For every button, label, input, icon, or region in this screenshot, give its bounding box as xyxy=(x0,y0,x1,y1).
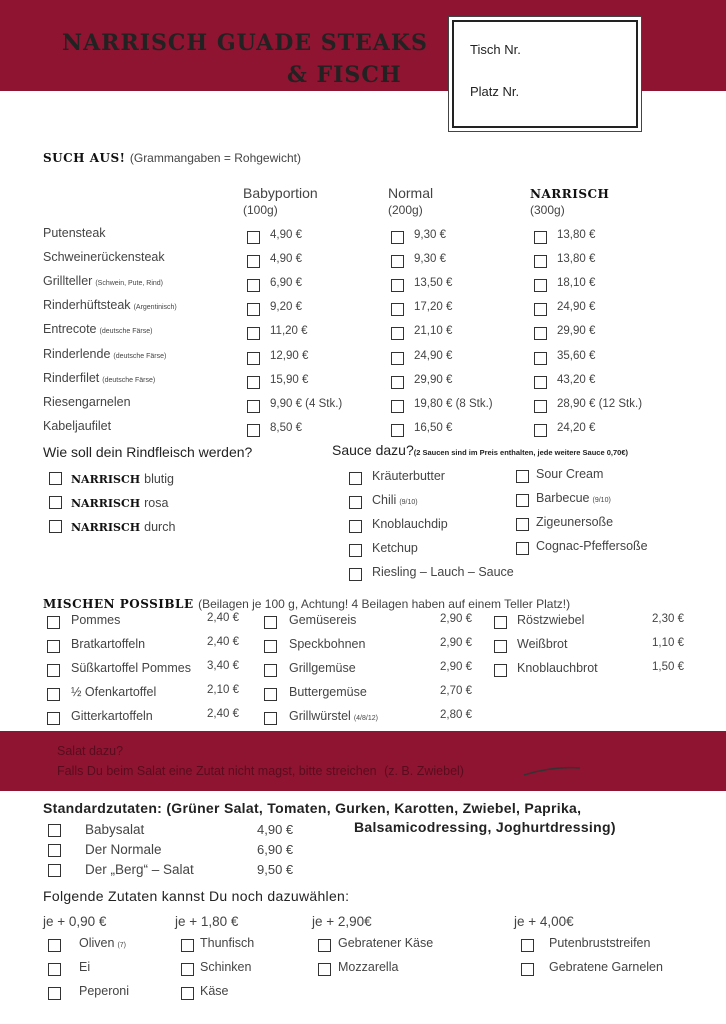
side-checkbox-a3[interactable] xyxy=(47,688,60,701)
sauce-a-1-tag: (9/10) xyxy=(399,499,418,506)
steak-price-8-1: 16,50 € xyxy=(414,421,453,434)
col-weight-narrisch: (300g) xyxy=(530,203,565,217)
steak-checkbox-0-0[interactable] xyxy=(247,231,260,244)
side-a-price-1: 2,40 € xyxy=(207,636,239,648)
side-b-4-tag: (4/8/12) xyxy=(353,715,378,722)
steak-item-5 xyxy=(43,347,166,361)
steak-item-8-text: Kabeljaufilet xyxy=(43,418,112,433)
steak-price-4-2: 29,90 € xyxy=(557,325,596,338)
extra-item-0-1 xyxy=(79,960,90,974)
extra-checkbox-0-0[interactable] xyxy=(48,939,61,952)
steak-item-3-text: Rinderhüftsteak xyxy=(43,298,131,313)
side-b-1-text: Speckbohnen xyxy=(289,637,366,651)
standard-line-1: Standardzutaten: (Grüner Salat, Tomaten, Gurken, Karotten, Zwiebel, Paprika, xyxy=(43,800,582,816)
salat-instruction-text: Falls Du beim Salat eine Zutat nicht magst, bitte streichen xyxy=(57,764,377,778)
steak-item-2-text: Grillteller xyxy=(43,274,93,289)
side-c-price-1: 1,10 € xyxy=(652,637,684,649)
side-b-2-text: Grillgemüse xyxy=(289,661,356,675)
extra-item-0-2-text: Peperoni xyxy=(79,984,130,998)
side-c-price-2: 1,50 € xyxy=(652,661,684,673)
steak-item-4 xyxy=(43,322,152,336)
sauce-b-1-text: Barbecue xyxy=(536,491,590,505)
extra-item-2-1-text: Mozzarella xyxy=(338,960,399,974)
steak-checkbox-7-2[interactable] xyxy=(534,400,547,413)
extra-checkbox-0-1[interactable] xyxy=(48,963,61,976)
steak-item-2 xyxy=(43,274,163,288)
extra-item-1-1-text: Schinken xyxy=(200,960,252,974)
salat-instruction xyxy=(57,764,464,778)
doneness-option-1 xyxy=(71,494,168,512)
steak-price-8-2: 24,20 € xyxy=(557,421,596,434)
steak-price-4-0: 11,20 € xyxy=(270,325,308,338)
side-checkbox-a0[interactable] xyxy=(47,616,60,629)
steak-item-7-text: Riesengarnelen xyxy=(43,394,131,409)
title-line-2: & FISCH xyxy=(287,62,402,88)
sauce-a-4-text: Riesling – Lauch – Sauce xyxy=(372,565,514,579)
steak-checkbox-4-2[interactable] xyxy=(534,327,547,340)
steak-checkbox-5-0[interactable] xyxy=(247,352,260,365)
steak-checkbox-0-1[interactable] xyxy=(391,231,404,244)
steak-price-2-2: 18,10 € xyxy=(557,277,596,290)
sauce-checkbox-b3[interactable] xyxy=(516,542,529,555)
steak-price-3-2: 24,90 € xyxy=(557,301,596,314)
doneness-option-0 xyxy=(71,470,174,488)
side-c-0: Röstzwiebel xyxy=(517,613,585,627)
sauce-a-1-text: Chili xyxy=(372,493,397,507)
extra-item-0-0-text: Oliven xyxy=(79,936,115,950)
beilagen-title: MISCHEN POSSIBLE xyxy=(43,597,194,611)
steak-checkbox-2-1[interactable] xyxy=(391,279,404,292)
steak-price-0-0: 4,90 € xyxy=(270,229,302,241)
sauce-b-3-text: Cognac-Pfeffersoße xyxy=(536,539,648,553)
doneness-prefix: NARRISCH xyxy=(71,521,141,534)
salat-size-checkbox-0[interactable] xyxy=(48,824,61,837)
steak-item-1 xyxy=(43,250,165,264)
sauce-checkbox-b1[interactable] xyxy=(516,494,529,507)
sauce-heading xyxy=(332,442,628,460)
extra-checkbox-1-2[interactable] xyxy=(181,987,194,1000)
side-b-price-2: 2,90 € xyxy=(440,661,472,673)
salat-question: Salat dazu? xyxy=(57,744,124,758)
col-header-narrisch: NARRISCH xyxy=(530,187,610,201)
steak-price-5-0: 12,90 € xyxy=(270,349,309,362)
steak-price-1-0: 4,90 € xyxy=(270,253,302,266)
doneness-label: blutig xyxy=(144,472,175,486)
side-a-price-0: 2,40 € xyxy=(207,612,239,624)
side-a-2: Süßkartoffel Pommes xyxy=(71,661,191,675)
extra-item-3-1-text: Gebratene Garnelen xyxy=(549,960,663,974)
sauce-b-3 xyxy=(536,539,648,553)
sauce-checkbox-a2[interactable] xyxy=(349,520,362,533)
side-b-4 xyxy=(289,709,378,723)
steak-price-0-1: 9,30 € xyxy=(414,229,446,241)
col-header-normal: Normal xyxy=(388,185,434,201)
side-b-0 xyxy=(289,613,356,627)
salat-example: (z. B. Zwiebel) xyxy=(384,764,464,778)
rindfleisch-question: Wie soll dein Rindfleisch werden? xyxy=(43,444,253,460)
sauce-note: (2 Saucen sind im Preis enthalten, jede weitere Sauce 0,70€) xyxy=(413,448,628,457)
such-aus-heading xyxy=(43,149,301,167)
side-c-2: Knoblauchbrot xyxy=(517,661,598,675)
steak-price-8-0: 8,50 € xyxy=(270,421,302,434)
steak-item-7 xyxy=(43,395,131,409)
platz-label: Platz Nr. xyxy=(470,84,520,99)
sauce-b-0-text: Sour Cream xyxy=(536,467,604,481)
steak-price-2-1: 13,50 € xyxy=(414,277,453,290)
sauce-b-1-tag: (9/10) xyxy=(592,497,611,504)
such-aus-title: SUCH AUS! xyxy=(43,151,126,165)
extra-checkbox-1-1[interactable] xyxy=(181,963,194,976)
sauce-checkbox-a0[interactable] xyxy=(349,472,362,485)
sauce-a-1 xyxy=(372,493,418,507)
extra-item-0-0-tag: (7) xyxy=(117,942,126,949)
steak-checkbox-8-2[interactable] xyxy=(534,424,547,437)
steak-checkbox-4-1[interactable] xyxy=(391,327,404,340)
side-checkbox-b1[interactable] xyxy=(264,640,277,653)
steak-item-3 xyxy=(43,298,177,312)
sauce-checkbox-b0[interactable] xyxy=(516,470,529,483)
side-b-price-1: 2,90 € xyxy=(440,637,472,649)
side-a-4: Gitterkartoffeln xyxy=(71,709,153,723)
side-c-price-0: 2,30 € xyxy=(652,613,684,625)
sauce-b-0 xyxy=(536,467,603,481)
side-a-price-4: 2,40 € xyxy=(207,708,239,720)
salat-size-price-0: 4,90 € xyxy=(257,822,294,837)
extra-item-1-2 xyxy=(200,984,229,998)
side-checkbox-a4[interactable] xyxy=(47,712,60,725)
col-weight-baby: (100g) xyxy=(243,203,278,217)
col-header-baby: Babyportion xyxy=(243,185,318,201)
steak-price-5-1: 24,90 € xyxy=(414,349,453,362)
extras-price-2: je + 2,90€ xyxy=(312,914,372,929)
steak-item-6-tag: (deutsche Färse) xyxy=(102,376,156,384)
doneness-prefix: NARRISCH xyxy=(71,473,141,486)
doneness-option-2 xyxy=(71,518,175,536)
side-b-2 xyxy=(289,661,356,675)
side-checkbox-a2[interactable] xyxy=(47,664,60,677)
steak-checkbox-6-1[interactable] xyxy=(391,376,404,389)
steak-item-0 xyxy=(43,226,106,240)
side-b-price-3: 2,70 € xyxy=(440,685,472,697)
steak-checkbox-7-1[interactable] xyxy=(391,400,404,413)
extras-price-1: je + 1,80 € xyxy=(175,914,239,929)
steak-price-0-2: 13,80 € xyxy=(557,229,596,241)
steak-item-8 xyxy=(43,419,111,433)
steak-item-1-text: Schweinerückensteak xyxy=(43,250,165,265)
extra-item-1-0 xyxy=(200,936,254,950)
extras-price-3: je + 4,00€ xyxy=(514,914,574,929)
salat-size-1: Der Normale xyxy=(85,842,162,857)
steak-checkbox-3-1[interactable] xyxy=(391,303,404,316)
side-checkbox-c2[interactable] xyxy=(494,664,507,677)
sauce-a-3-text: Ketchup xyxy=(372,541,418,555)
steak-price-7-0: 9,90 € (4 Stk.) xyxy=(270,397,343,410)
steak-price-6-2: 43,20 € xyxy=(557,373,596,386)
steak-checkbox-2-2[interactable] xyxy=(534,279,547,292)
steak-checkbox-6-2[interactable] xyxy=(534,376,547,389)
col-weight-normal: (200g) xyxy=(388,203,423,217)
strike-mark xyxy=(522,764,582,778)
tisch-label: Tisch Nr. xyxy=(470,42,521,57)
steak-price-5-2: 35,60 € xyxy=(557,349,596,362)
side-checkbox-b4[interactable] xyxy=(264,712,277,725)
side-b-4-text: Grillwürstel xyxy=(289,709,351,723)
steak-item-5-tag: (deutsche Färse) xyxy=(113,352,167,360)
side-b-price-4: 2,80 € xyxy=(440,709,472,721)
salat-size-price-2: 9,50 € xyxy=(257,862,294,877)
steak-item-6 xyxy=(43,371,155,385)
steak-checkbox-3-0[interactable] xyxy=(247,303,260,316)
salat-size-checkbox-1[interactable] xyxy=(48,844,61,857)
steak-price-1-1: 9,30 € xyxy=(414,253,446,266)
steak-checkbox-7-0[interactable] xyxy=(247,400,260,413)
salat-size-price-1: 6,90 € xyxy=(257,842,294,857)
sauce-a-4 xyxy=(372,565,514,579)
sauce-a-2 xyxy=(372,517,448,531)
steak-item-6-text: Rinderfilet xyxy=(43,370,100,385)
steak-checkbox-3-2[interactable] xyxy=(534,303,547,316)
extra-checkbox-1-0[interactable] xyxy=(181,939,194,952)
sauce-a-0-text: Kräuterbutter xyxy=(372,469,445,483)
side-a-price-2: 3,40 € xyxy=(207,660,239,672)
steak-price-6-0: 15,90 € xyxy=(270,373,309,386)
extras-heading: Folgende Zutaten kannst Du noch dazuwählen: xyxy=(43,888,350,904)
title-line-1: NARRISCH GUADE STEAKS xyxy=(62,30,428,56)
sauce-a-0 xyxy=(372,469,445,483)
steak-checkbox-1-0[interactable] xyxy=(247,255,260,268)
side-b-3 xyxy=(289,685,367,699)
sauce-question: Sauce dazu? xyxy=(332,442,414,458)
side-a-0: Pommes xyxy=(71,613,121,627)
side-checkbox-b0[interactable] xyxy=(264,616,277,629)
such-aus-note: (Grammangaben = Rohgewicht) xyxy=(129,151,301,165)
salat-size-checkbox-2[interactable] xyxy=(48,864,61,877)
extra-checkbox-3-0[interactable] xyxy=(521,939,534,952)
side-checkbox-c0[interactable] xyxy=(494,616,507,629)
steak-item-4-text: Entrecote xyxy=(43,322,97,337)
extra-item-3-0 xyxy=(549,936,650,950)
extra-item-1-1 xyxy=(200,960,251,974)
steak-item-0-text: Putensteak xyxy=(43,226,106,240)
side-a-1: Bratkartoffeln xyxy=(71,637,146,651)
steak-item-5-text: Rinderlende xyxy=(43,346,111,361)
side-checkbox-b2[interactable] xyxy=(264,664,277,677)
extra-item-1-0-text: Thunfisch xyxy=(200,936,255,950)
beilagen-note: (Beilagen je 100 g, Achtung! 4 Beilagen haben auf einem Teller Platz!) xyxy=(198,597,571,611)
sauce-checkbox-a3[interactable] xyxy=(349,544,362,557)
sauce-b-1 xyxy=(536,491,611,505)
steak-checkbox-1-2[interactable] xyxy=(534,255,547,268)
extra-item-0-2 xyxy=(79,984,129,998)
steak-price-1-2: 13,80 € xyxy=(557,253,596,266)
standard-line-2: Balsamicodressing, Joghurtdressing) xyxy=(354,819,616,835)
steak-checkbox-2-0[interactable] xyxy=(247,279,260,292)
extra-checkbox-3-1[interactable] xyxy=(521,963,534,976)
extra-item-3-0-text: Putenbruststreifen xyxy=(549,936,651,950)
doneness-label: rosa xyxy=(144,496,169,510)
steak-price-4-1: 21,10 € xyxy=(414,325,453,338)
extra-item-2-1 xyxy=(338,960,398,974)
steak-price-3-1: 17,20 € xyxy=(414,301,453,314)
extra-checkbox-2-1[interactable] xyxy=(318,963,331,976)
steak-checkbox-5-2[interactable] xyxy=(534,352,547,365)
steak-item-4-tag: (deutsche Färse) xyxy=(99,328,153,336)
sauce-b-2 xyxy=(536,515,613,529)
table-number-box xyxy=(452,20,638,128)
extra-item-0-1-text: Ei xyxy=(79,960,91,974)
sauce-checkbox-a1[interactable] xyxy=(349,496,362,509)
extra-item-0-0 xyxy=(79,936,126,950)
extra-item-2-0-text: Gebratener Käse xyxy=(338,936,434,950)
steak-item-2-tag: (Schwein, Pute, Rind) xyxy=(95,280,164,288)
side-checkbox-c1[interactable] xyxy=(494,640,507,653)
doneness-checkbox-1[interactable] xyxy=(49,496,62,509)
steak-price-3-0: 9,20 € xyxy=(270,301,302,314)
salat-band xyxy=(0,731,726,791)
doneness-checkbox-2[interactable] xyxy=(49,520,62,533)
extra-checkbox-0-2[interactable] xyxy=(48,987,61,1000)
doneness-label: durch xyxy=(144,520,176,534)
extra-item-1-2-text: Käse xyxy=(200,984,229,998)
steak-checkbox-8-0[interactable] xyxy=(247,424,260,437)
extra-item-2-0 xyxy=(338,936,433,950)
side-b-0-text: Gemüsereis xyxy=(289,613,357,627)
steak-price-7-1: 19,80 € (8 Stk.) xyxy=(414,397,493,410)
extra-checkbox-2-0[interactable] xyxy=(318,939,331,952)
sauce-b-2-text: Zigeunersoße xyxy=(536,515,614,529)
steak-checkbox-8-1[interactable] xyxy=(391,424,404,437)
steak-checkbox-6-0[interactable] xyxy=(247,376,260,389)
sauce-a-2-text: Knoblauchdip xyxy=(372,517,448,531)
steak-checkbox-4-0[interactable] xyxy=(247,327,260,340)
beilagen-heading xyxy=(43,595,570,613)
extra-item-3-1 xyxy=(549,960,663,974)
side-c-1: Weißbrot xyxy=(517,637,568,651)
doneness-checkbox-0[interactable] xyxy=(49,472,62,485)
sauce-checkbox-a4[interactable] xyxy=(349,568,362,581)
side-b-3-text: Buttergemüse xyxy=(289,685,367,699)
salat-size-0: Babysalat xyxy=(85,822,145,837)
side-checkbox-a1[interactable] xyxy=(47,640,60,653)
steak-price-2-0: 6,90 € xyxy=(270,277,302,290)
steak-item-3-tag: (Argentinisch) xyxy=(133,304,177,312)
steak-price-7-2: 28,90 € (12 Stk.) xyxy=(557,397,643,410)
salat-size-2: Der „Berg“ – Salat xyxy=(85,862,194,877)
side-b-price-0: 2,90 € xyxy=(440,613,472,625)
extras-price-0: je + 0,90 € xyxy=(43,914,107,929)
steak-checkbox-0-2[interactable] xyxy=(534,231,547,244)
sauce-checkbox-b2[interactable] xyxy=(516,518,529,531)
side-a-3: ½ Ofenkartoffel xyxy=(71,685,157,699)
doneness-prefix: NARRISCH xyxy=(71,497,141,510)
side-b-1 xyxy=(289,637,365,651)
side-checkbox-b3[interactable] xyxy=(264,688,277,701)
side-a-price-3: 2,10 € xyxy=(207,684,239,696)
sauce-a-3 xyxy=(372,541,418,555)
steak-price-6-1: 29,90 € xyxy=(414,373,453,386)
steak-checkbox-5-1[interactable] xyxy=(391,352,404,365)
steak-checkbox-1-1[interactable] xyxy=(391,255,404,268)
